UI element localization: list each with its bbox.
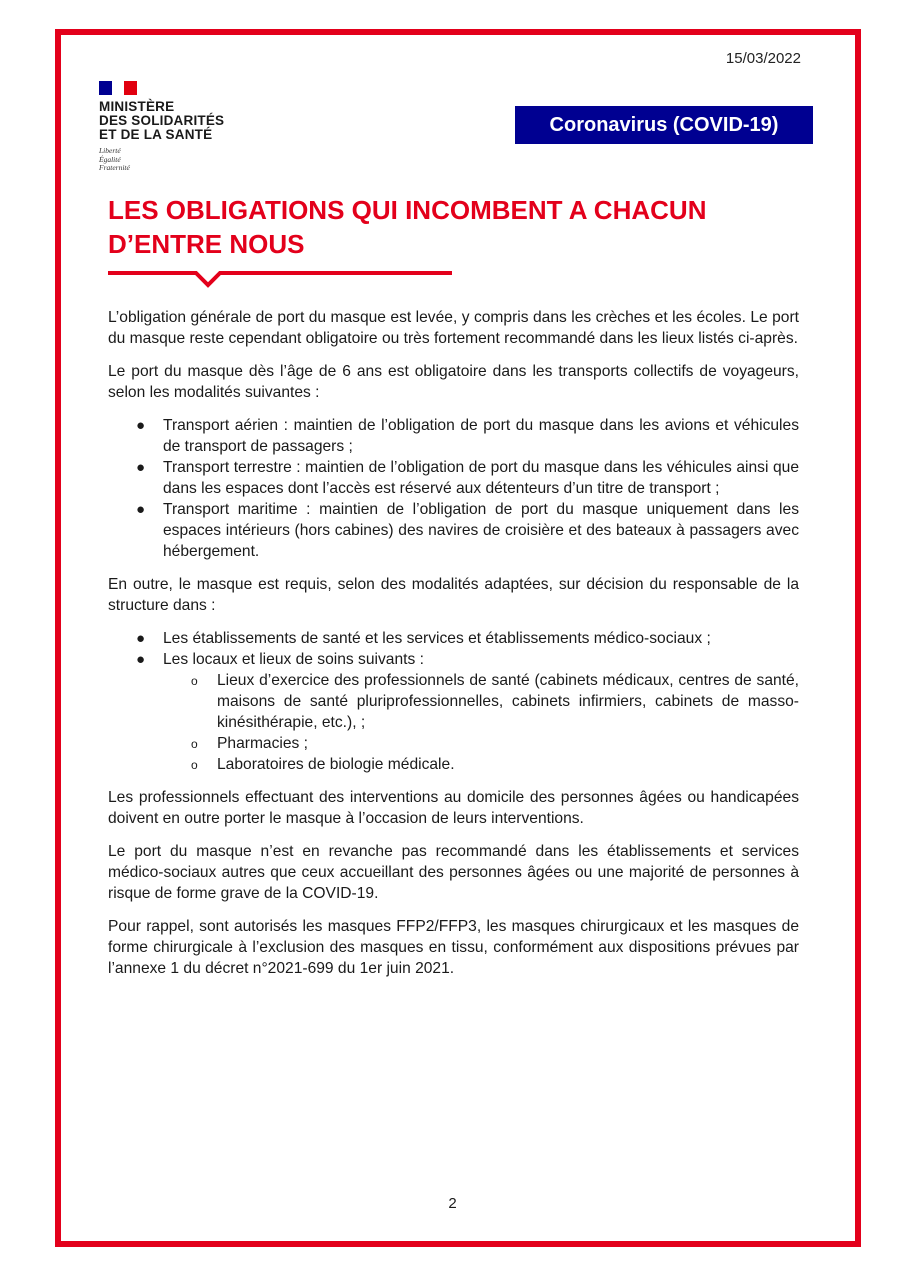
motto-line: Fraternité [99, 163, 130, 172]
topic-badge: Coronavirus (COVID-19) [515, 106, 813, 144]
document-date: 15/03/2022 [725, 50, 801, 67]
bullet-icon: ● [136, 459, 146, 476]
paragraph: En outre, le masque est requis, selon des modalités adaptées, sur décision du responsable de la structure dans : [108, 576, 799, 614]
ministry-line: ET DE LA SANTÉ [99, 127, 213, 142]
ministry-line: MINISTÈRE [99, 99, 175, 114]
circle-bullet-icon: o [191, 758, 198, 772]
ministry-name [99, 100, 224, 142]
motto-line: Liberté [99, 146, 121, 155]
ministry-line: DES SOLIDARITÉS [99, 113, 225, 128]
motto-line: Égalité [99, 154, 121, 164]
circle-bullet-icon: o [191, 674, 198, 688]
page-title [108, 193, 808, 261]
paragraph: Le port du masque dès l’âge de 6 ans est obligatoire dans les transports collectifs de voyageurs, selon les modalités suivantes : [108, 363, 799, 401]
list-item: ● Les établissements de santé et les services et établissements médico-sociaux ; [136, 630, 711, 647]
marianne-flag-icon [99, 81, 137, 95]
transport-list [108, 415, 799, 562]
ministry-logo [99, 81, 224, 173]
paragraph: Pour rappel, sont autorisés les masques FFP2/FFP3, les masques chirurgicaux et les masques de forme chirurgicale à l’exclusion des masques en tissu, conformément aux dispositions prévues par l’annexe 1 du décret n°2021-699 du 1er juin 2021. [108, 918, 799, 977]
structure-list [108, 628, 799, 775]
bullet-icon: ● [136, 651, 146, 668]
title-underline-callout [108, 268, 458, 292]
list-item: ● Transport maritime : maintien de l’obligation de port du masque uniquement dans les espaces intérieurs (hors cabines) des navires de croisière et des bateaux à passagers avec hébergement. [136, 501, 799, 560]
sub-list-item: o Pharmacies ; [163, 733, 799, 754]
bullet-icon: ● [136, 501, 146, 518]
republic-motto [99, 147, 224, 173]
bullet-icon: ● [136, 417, 146, 434]
list-item: ● Les locaux et lieux de soins suivants : o Lieux d’exercice des professionnels de santé (cabinets médicaux, centres de santé, maisons de santé pluriprofessionnelles, cabinets infirmiers, cabinets de masso-kinésithérapie, etc.), ; o Pharmacies ; o Laboratoires de biologie médicale. [108, 649, 799, 775]
circle-bullet-icon: o [191, 737, 198, 751]
sub-list-item: o Laboratoires de biologie médicale. [163, 754, 799, 775]
list-item: ● Transport aérien : maintien de l’obligation de port du masque dans les avions et véhicules de transport de passagers ; [136, 417, 799, 455]
paragraph: L’obligation générale de port du masque est levée, y compris dans les crèches et les écoles. Le port du masque reste cependant obligatoire ou très fortement recommandé dans les lieux listés ci-après. [108, 309, 799, 347]
sub-list-item: o Lieux d’exercice des professionnels de santé (cabinets médicaux, centres de santé, maisons de santé pluriprofessionnelles, cabinets infirmiers, cabinets de masso-kinésithérapie, etc.), ; [191, 672, 799, 731]
care-sublist [163, 670, 799, 775]
document-body [108, 307, 799, 991]
paragraph: Le port du masque n’est en revanche pas recommandé dans les établissements et services médico-sociaux autres que ceux accueillant des personnes âgées ou une majorité de personnes à risque de forme grave de la COVID-19. [108, 843, 799, 902]
paragraph: Les professionnels effectuant des interventions au domicile des personnes âgées ou handicapées doivent en outre porter le masque à l’occasion de leurs interventions. [108, 789, 799, 827]
list-item: ● Transport terrestre : maintien de l’obligation de port du masque dans les véhicules ainsi que dans les espaces dont l’accès est réservé aux détenteurs d’un titre de transport ; [136, 459, 799, 497]
title-line: D’ENTRE NOUS [108, 229, 305, 259]
title-line: LES OBLIGATIONS QUI INCOMBENT A CHACUN [108, 195, 707, 225]
page-number: 2 [448, 1195, 457, 1212]
bullet-icon: ● [136, 630, 146, 647]
